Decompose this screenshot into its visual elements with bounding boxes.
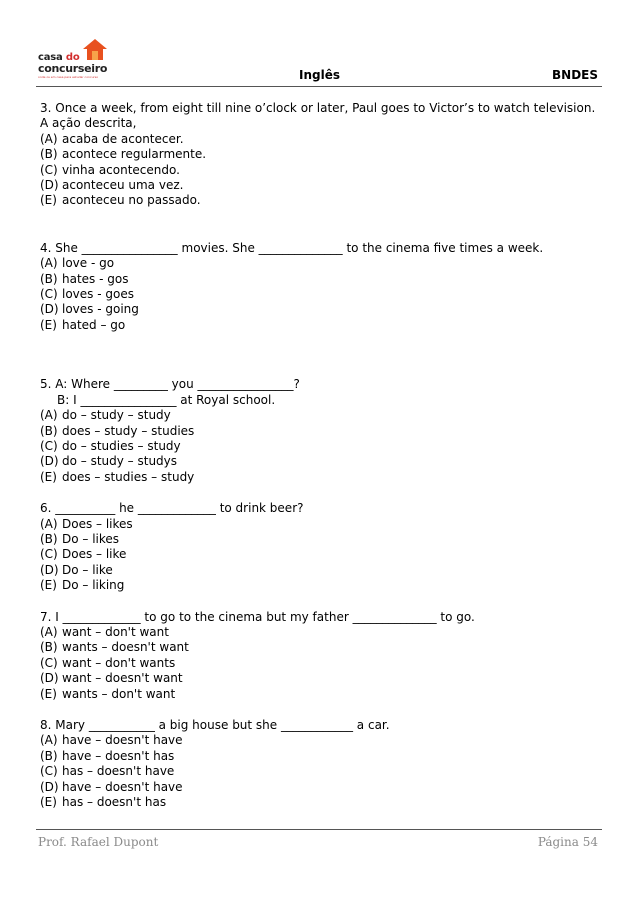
option-c: (C) has – doesn't have bbox=[40, 764, 175, 779]
question-7 bbox=[40, 610, 600, 702]
house-icon bbox=[82, 38, 108, 62]
option-a: (A) acaba de acontecer. bbox=[40, 131, 184, 146]
option-b: (B) hates - gos bbox=[40, 271, 129, 286]
question-8 bbox=[40, 718, 600, 810]
question-text: A ação descrita, bbox=[40, 116, 137, 131]
option-c: (C) do – studies – study bbox=[40, 438, 181, 453]
question-3 bbox=[40, 101, 600, 209]
question-4 bbox=[40, 241, 600, 333]
footer-divider bbox=[36, 829, 602, 830]
header-divider bbox=[36, 86, 602, 87]
option-b: (B) Do – likes bbox=[40, 531, 120, 546]
header-exam: BNDES bbox=[552, 68, 598, 82]
question-text: 3. Once a week, from eight till nine o’clock or later, Paul goes to Victor’s to watch television. bbox=[40, 101, 596, 115]
logo-line2: concurseiro bbox=[38, 62, 108, 75]
casa-do-concurseiro-logo bbox=[38, 38, 110, 78]
question-text: 6. __________ he _____________ to drink beer? bbox=[40, 501, 304, 516]
option-a: (A) do – study – study bbox=[40, 408, 171, 423]
option-a: (A) want – don't want bbox=[40, 624, 169, 639]
footer-page-number: Página 54 bbox=[537, 835, 598, 849]
option-c: (C) Does – like bbox=[40, 547, 127, 562]
option-d: (D) aconteceu uma vez. bbox=[40, 178, 184, 193]
option-d: (D) want – doesn't want bbox=[40, 671, 183, 686]
option-e: (E) does – studies – study bbox=[40, 469, 195, 484]
question-text: 4. She ________________ movies. She ______________ to the cinema five times a week. bbox=[40, 240, 544, 255]
question-text: 7. I _____________ to go to the cinema but my father ______________ to go. bbox=[40, 609, 475, 624]
footer-author: Prof. Rafael Dupont bbox=[38, 835, 159, 849]
option-c: (C) want – don't wants bbox=[40, 655, 176, 670]
question-5 bbox=[40, 377, 600, 485]
header-subject: Inglês bbox=[299, 68, 340, 82]
question-text: 8. Mary ___________ a big house but she ____________ a car. bbox=[40, 718, 390, 732]
option-d: (D) loves - going bbox=[40, 302, 139, 317]
option-e: (E) Do – liking bbox=[40, 578, 125, 593]
option-e: (E) hated – go bbox=[40, 317, 126, 332]
option-e: (E) wants – don't want bbox=[40, 686, 176, 701]
logo-line1: casa do bbox=[38, 52, 80, 63]
option-a: (A) love - go bbox=[40, 256, 115, 271]
option-b: (B) acontece regularmente. bbox=[40, 147, 207, 162]
option-b: (B) does – study – studies bbox=[40, 423, 195, 438]
option-d: (D) do – study – studys bbox=[40, 454, 178, 469]
option-c: (C) vinha acontecendo. bbox=[40, 162, 180, 177]
option-e: (E) has – doesn't has bbox=[40, 795, 167, 810]
question-6 bbox=[40, 501, 600, 593]
option-a: (A) have – doesn't have bbox=[40, 733, 183, 748]
option-d: (D) have – doesn't have bbox=[40, 779, 183, 794]
option-c: (C) loves - goes bbox=[40, 287, 134, 302]
option-e: (E) aconteceu no passado. bbox=[40, 193, 201, 208]
option-b: (B) wants – doesn't want bbox=[40, 640, 189, 655]
option-b: (B) have – doesn't has bbox=[40, 748, 175, 763]
questions-content bbox=[40, 101, 600, 810]
question-text: 5. A: Where _________ you ________________? bbox=[40, 377, 300, 392]
option-a: (A) Does – likes bbox=[40, 516, 133, 531]
option-d: (D) Do – like bbox=[40, 562, 113, 577]
question-text: B: I ________________ at Royal school. bbox=[57, 392, 276, 407]
logo-tagline: onde os em casa para estudar concurso bbox=[38, 75, 99, 79]
